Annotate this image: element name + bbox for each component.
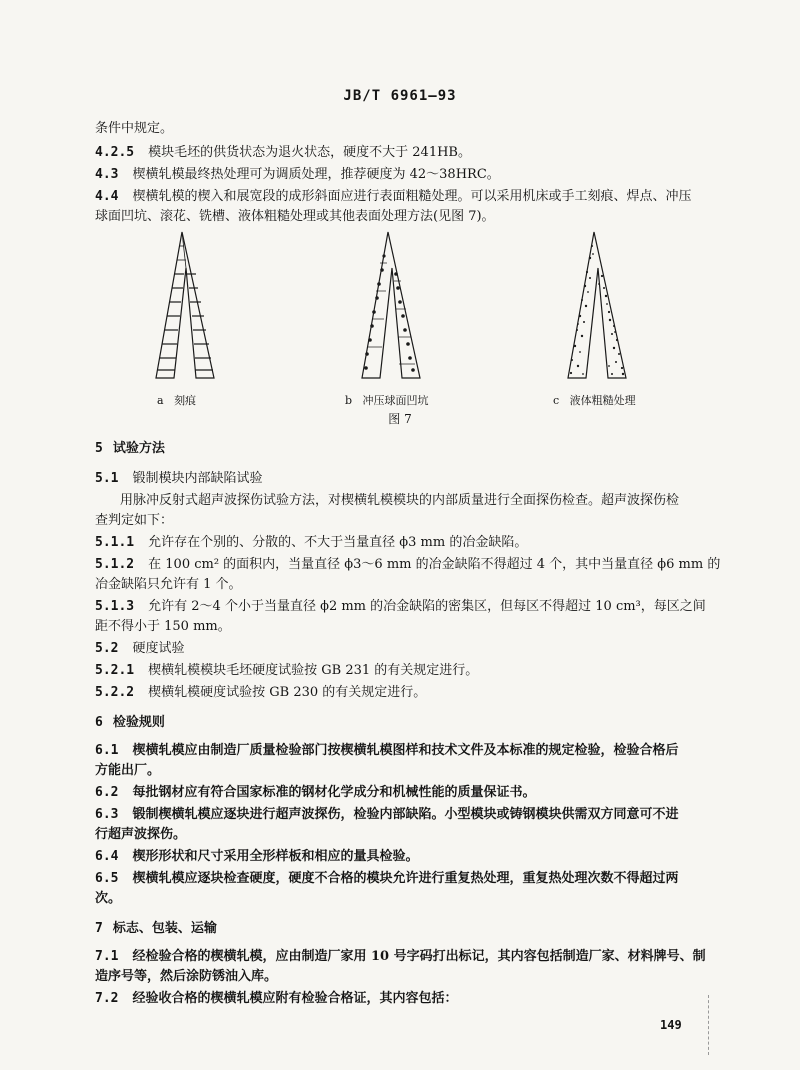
clause-number: 6.2 <box>95 785 119 800</box>
clause-5-1-3-continued: 距不得小于 150 mm。 <box>95 619 231 634</box>
clause-text: 允许有 2～4 个小于当量直径 ϕ2 mm 的冶金缺陷的密集区，但每区不得超过 10 cm³，每区之间 <box>148 599 706 614</box>
clause-5-2-1 <box>95 662 715 680</box>
clause-6-3-continued: 行超声波探伤。 <box>95 827 187 842</box>
clause-number: 5.1.3 <box>95 599 135 614</box>
section-title: 标志、包装、运输 <box>112 921 217 936</box>
clause-5-1 <box>95 470 715 488</box>
section-title: 试验方法 <box>112 441 165 456</box>
clause-number: 5.2.1 <box>95 663 135 678</box>
panel-c-liquid-drawing <box>568 232 626 378</box>
clause-5-1-1 <box>95 534 715 552</box>
clause-text: 楔横轧模最终热处理可为调质处理，推荐硬度为 42～38HRC。 <box>132 167 500 182</box>
clause-6-3 <box>95 806 715 824</box>
clause-number: 5.2.2 <box>95 685 135 700</box>
clause-4-4-continued: 球面凹坑、滚花、铣槽、液体粗糙处理或其他表面处理方法(见图 7)。 <box>95 209 495 224</box>
clause-6-2 <box>95 784 715 802</box>
clause-6-1-continued: 方能出厂。 <box>95 763 161 778</box>
clause-title: 硬度试验 <box>132 641 185 656</box>
clause-6-4 <box>95 848 715 866</box>
intro-line: 条件中规定。 <box>95 121 174 136</box>
clause-number: 5.2 <box>95 641 119 656</box>
clause-5-2-2 <box>95 684 715 702</box>
section-number: 6 <box>95 715 103 730</box>
clause-text: 经验收合格的楔横轧模应附有检验合格证，其内容包括： <box>132 991 458 1006</box>
clause-5-2 <box>95 640 715 658</box>
figure-7 <box>120 228 680 418</box>
caption-label: 刻痕 <box>174 394 197 407</box>
section-number: 5 <box>95 441 103 456</box>
clause-number: 5.1 <box>95 471 119 486</box>
clause-6-5 <box>95 870 715 888</box>
clause-number: 4.4 <box>95 189 119 204</box>
figure-7-drawings <box>120 228 680 388</box>
clause-text: 在 100 cm² 的面积内，当量直径 ϕ3～6 mm 的冶金缺陷不得超过 4 个，其中当量直径 ϕ6 mm 的 <box>148 557 721 572</box>
clause-4-3 <box>95 166 715 184</box>
figure-caption-a <box>157 392 196 408</box>
clause-5-1-2 <box>95 556 721 574</box>
figure-caption-c <box>553 392 636 408</box>
clause-7-1 <box>95 948 715 966</box>
clause-text: 楔横轧模模块毛坯硬度试验按 GB 231 的有关规定进行。 <box>148 663 479 678</box>
clause-number: 5.1.2 <box>95 557 135 572</box>
caption-label: 液体粗糙处理 <box>569 394 636 407</box>
figure-title: 图 7 <box>388 412 412 426</box>
clause-number: 4.2.5 <box>95 145 135 160</box>
clause-4-2-5 <box>95 144 715 162</box>
section-title: 检验规则 <box>112 715 165 730</box>
clause-number: 7.1 <box>95 949 119 964</box>
clause-number: 5.1.1 <box>95 535 135 550</box>
page-number: 149 <box>660 1018 682 1032</box>
panel-b-pit-drawing <box>362 232 420 378</box>
clause-6-5-continued: 次。 <box>95 891 122 906</box>
section-6-heading <box>95 714 715 732</box>
clause-title: 锻制模块内部缺陷试验 <box>132 471 263 486</box>
scan-edge-divider <box>708 995 710 1055</box>
clause-text: 楔横轧模应逐块检查硬度，硬度不合格的模块允许进行重复热处理，重复热处理次数不得超过两 <box>132 871 679 886</box>
section-7-heading <box>95 920 715 938</box>
section-number: 7 <box>95 921 103 936</box>
clause-number: 6.1 <box>95 743 119 758</box>
paragraph-5-1: 用脉冲反射式超声波探伤试验方法，对楔横轧模模块的内部质量进行全面探伤检查。超声波探伤检 <box>120 493 680 508</box>
clause-number: 6.5 <box>95 871 119 886</box>
clause-text: 允许存在个别的、分散的、不大于当量直径 ϕ3 mm 的冶金缺陷。 <box>148 535 528 550</box>
clause-text: 楔横轧模的楔入和展宽段的成形斜面应进行表面粗糙处理。可以采用机床或手工刻痕、焊点、冲压 <box>132 189 692 204</box>
clause-5-1-2-continued: 冶金缺陷只允许有 1 个。 <box>95 577 242 592</box>
clause-4-4 <box>95 188 715 206</box>
section-5-heading <box>95 440 715 458</box>
panel-a-knurl-drawing <box>156 232 214 378</box>
clause-text: 模块毛坯的供货状态为退火状态，硬度不大于 241HB。 <box>148 145 471 160</box>
caption-label: 冲压球面凹坑 <box>362 394 429 407</box>
clause-6-1 <box>95 742 715 760</box>
clause-number: 7.2 <box>95 991 119 1006</box>
clause-7-2 <box>95 990 715 1008</box>
clause-5-1-3 <box>95 598 715 616</box>
paragraph-5-1-continued: 查判定如下： <box>95 513 174 528</box>
clause-text: 楔横轧模应由制造厂质量检验部门按楔横轧模图样和技术文件及本标准的规定检验，检验合格后 <box>132 743 679 758</box>
clause-text: 经检验合格的楔横轧模，应由制造厂家用 10 号字码打出标记，其内容包括制造厂家、材料牌号、制 <box>132 949 706 964</box>
clause-text: 锻制楔横轧模应逐块进行超声波探伤，检验内部缺陷。小型模块或铸钢模块供需双方同意可不进 <box>132 807 679 822</box>
clause-7-1-continued: 造序号等，然后涂防锈油入库。 <box>95 969 278 984</box>
caption-letter: b <box>345 394 353 407</box>
clause-number: 6.4 <box>95 849 119 864</box>
standard-header: JB/T 6961—93 <box>343 88 457 104</box>
clause-text: 楔横轧模硬度试验按 GB 230 的有关规定进行。 <box>148 685 427 700</box>
figure-caption-b <box>345 392 429 408</box>
clause-text: 每批钢材应有符合国家标准的钢材化学成分和机械性能的质量保证书。 <box>132 785 536 800</box>
clause-number: 4.3 <box>95 167 119 182</box>
caption-letter: a <box>157 394 164 407</box>
caption-letter: c <box>553 394 560 407</box>
clause-number: 6.3 <box>95 807 119 822</box>
clause-text: 楔形形状和尺寸采用全形样板和相应的量具检验。 <box>132 849 419 864</box>
